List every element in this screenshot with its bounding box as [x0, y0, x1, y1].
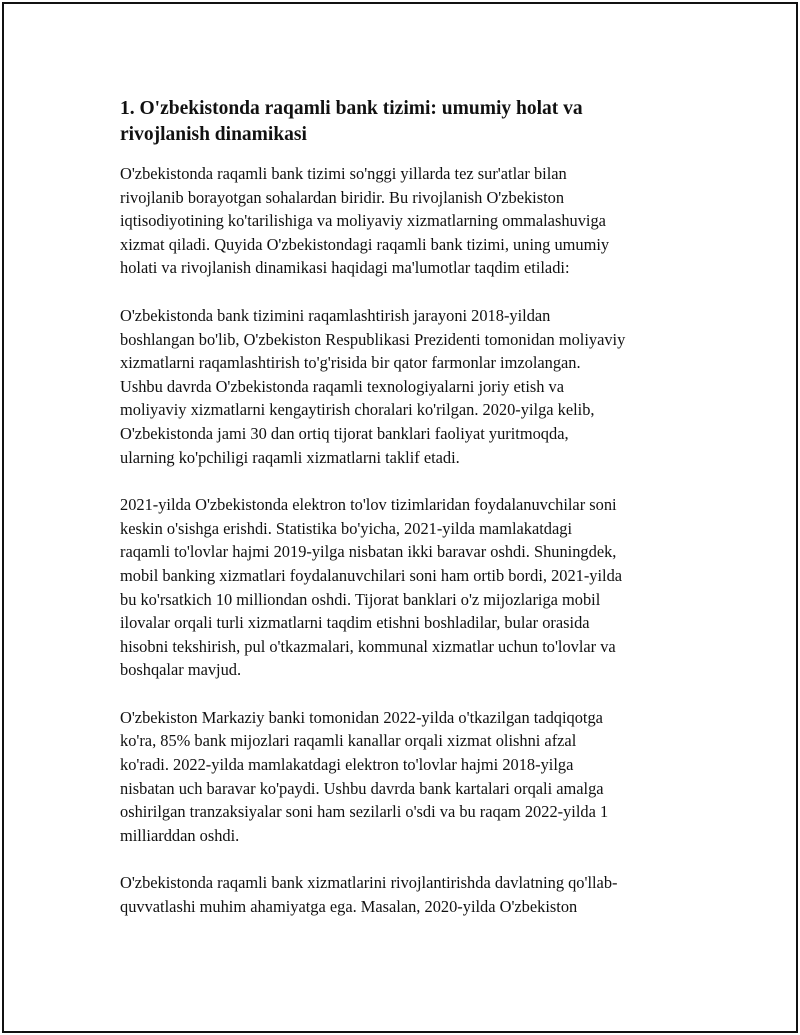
text-line: 2021-yilda O'zbekistonda elektron to'lov tizimlaridan foydalanuvchilar soni	[120, 495, 617, 515]
text-line: O'zbekistonda bank tizimini raqamlashtirish jarayoni 2018-yildan	[120, 305, 551, 325]
text-line: ularning ko'pchiligi raqamli xizmatlarni taklif etadi.	[120, 447, 460, 467]
text-line: rivojlanib borayotgan sohalardan biridir. Bu rivojlanish O'zbekiston	[120, 187, 565, 207]
paragraph	[120, 162, 690, 280]
text-line: bu ko'rsatkich 10 milliondan oshdi. Tijorat banklari o'z mijozlariga mobil	[120, 589, 601, 609]
text-line: moliyaviy xizmatlarni kengaytirish choralari ko'rilgan. 2020-yilga kelib,	[120, 400, 595, 420]
text-line: quvvatlashi muhim ahamiyatga ega. Masalan, 2020-yilda O'zbekiston	[120, 897, 578, 917]
text-line: ilovalar orqali turli xizmatlarni taqdim etishni boshladilar, bular orasida	[120, 613, 590, 633]
section-heading	[120, 96, 690, 148]
text-line: O'zbekistonda raqamli bank tizimi so'nggi yillarda tez sur'atlar bilan	[120, 164, 567, 183]
text-line: hisobni tekshirish, pul o'tkazmalari, kommunal xizmatlar uchun to'lovlar va	[120, 636, 616, 656]
text-line: oshirilgan tranzaksiyalar soni ham sezilarli o'sdi va bu raqam 2022-yilda 1	[120, 802, 609, 822]
text-line: holati va rivojlanish dinamikasi haqidagi ma'lumotlar taqdim etiladi:	[120, 258, 570, 278]
paragraph	[120, 706, 690, 848]
text-line: iqtisodiyotining ko'tarilishiga va moliyaviy xizmatlarning ommalashuviga	[120, 211, 606, 231]
text-line: xizmat qiladi. Quyida O'zbekistondagi raqamli bank tizimi, uning umumiy	[120, 234, 610, 254]
text-line: O'zbekistonda raqamli bank xizmatlarini rivojlantirishda davlatning qo'llab-	[120, 873, 618, 893]
text-line: milliarddan oshdi.	[120, 825, 240, 845]
text-line: ko'ra, 85% bank mijozlari raqamli kanallar orqali xizmat olishni afzal	[120, 731, 577, 751]
heading-line: 1. O'zbekistonda raqamli bank tizimi: umumiy holat va	[120, 98, 583, 119]
paragraph	[120, 304, 690, 469]
heading-line: rivojlanish dinamikasi	[120, 124, 307, 145]
text-line: raqamli to'lovlar hajmi 2019-yilga nisbatan ikki baravar oshdi. Shuningdek,	[120, 542, 617, 562]
text-line: keskin o'sishga erishdi. Statistika bo'yicha, 2021-yilda mamlakatdagi	[120, 518, 573, 538]
text-line: ko'radi. 2022-yilda mamlakatdagi elektron to'lovlar hajmi 2018-yilga	[120, 755, 574, 775]
text-line: nisbatan uch baravar ko'paydi. Ushbu davrda bank kartalari orqali amalga	[120, 778, 604, 798]
document-body	[120, 96, 690, 943]
text-line: O'zbekiston Markaziy banki tomonidan 2022-yilda o'tkazilgan tadqiqotga	[120, 707, 603, 727]
text-line: Ushbu davrda O'zbekistonda raqamli texnologiyalarni joriy etish va	[120, 376, 565, 396]
paragraph	[120, 493, 690, 682]
text-line: boshlangan bo'lib, O'zbekiston Respublikasi Prezidenti tomonidan moliyaviy	[120, 329, 626, 349]
text-line: boshqalar mavjud.	[120, 660, 242, 680]
text-line: O'zbekistonda jami 30 dan ortiq tijorat banklari faoliyat yuritmoqda,	[120, 423, 569, 443]
text-line: xizmatlarni raqamlashtirish to'g'risida bir qator farmonlar imzolangan.	[120, 353, 581, 373]
page-frame	[2, 2, 798, 1033]
text-line: mobil banking xizmatlari foydalanuvchilari soni ham ortib bordi, 2021-yilda	[120, 565, 623, 585]
paragraph	[120, 871, 690, 918]
